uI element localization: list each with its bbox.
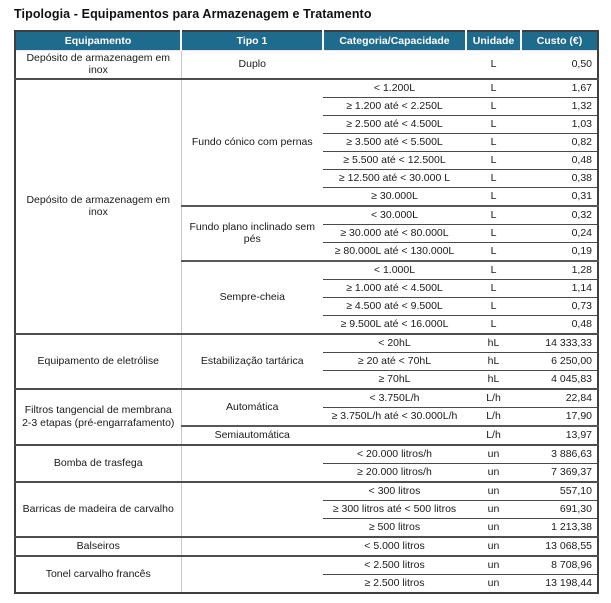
table-row <box>15 445 598 464</box>
categoria-cell <box>323 426 466 445</box>
categoria-cell: < 1.000L <box>323 261 466 280</box>
tipo-cell: Duplo <box>238 58 266 71</box>
custo-cell: 0,82 <box>521 133 598 151</box>
custo-cell: 0,50 <box>571 58 592 71</box>
categoria-cell: < 20hL <box>323 334 466 353</box>
custo-cell: 3 886,63 <box>521 445 598 464</box>
categoria-cell: ≥ 30.000 até < 80.000L <box>323 224 466 242</box>
equipamento-cell: Balseiros <box>15 537 181 556</box>
categoria-cell: ≥ 30.000L <box>323 187 466 206</box>
categoria-cell: ≥ 80.000L até < 130.000L <box>323 242 466 261</box>
unidade-cell: L <box>466 297 521 315</box>
table-row <box>15 51 598 79</box>
categoria-cell: ≥ 12.500 até < 30.000 L <box>323 169 466 187</box>
categoria-cell: ≥ 300 litros até < 500 litros <box>323 500 466 518</box>
unidade-cell: L <box>466 151 521 169</box>
categoria-cell: < 1.200L <box>323 79 466 98</box>
categoria-cell: ≥ 5.500 até < 12.500L <box>323 151 466 169</box>
categoria-cell: ≥ 1.200 até < 2.250L <box>323 97 466 115</box>
custo-cell: 1,32 <box>521 97 598 115</box>
custo-cell: 1,14 <box>521 279 598 297</box>
unidade-cell: L <box>466 224 521 242</box>
custo-cell: 1 213,38 <box>521 518 598 537</box>
unidade-cell: un <box>466 556 521 575</box>
custo-cell: 0,38 <box>521 169 598 187</box>
unidade-cell: L <box>466 169 521 187</box>
table-row <box>15 334 598 353</box>
equipamento-cell: Equipamento de eletrólise <box>15 334 181 389</box>
custo-cell: 13,97 <box>521 426 598 445</box>
categoria-cell: ≥ 3.750L/h até < 30.000L/h <box>323 407 466 426</box>
categoria-cell: < 5.000 litros <box>323 537 466 556</box>
unidade-cell: hL <box>466 334 521 353</box>
custo-cell: 0,31 <box>521 187 598 206</box>
unidade-cell: L <box>466 261 521 280</box>
custo-cell: 1,67 <box>521 79 598 98</box>
col-header-tipo1: Tipo 1 <box>181 31 323 51</box>
custo-cell: 1,03 <box>521 115 598 133</box>
custo-cell: 8 708,96 <box>521 556 598 575</box>
unidade-cell: L <box>466 315 521 334</box>
equipamento-cell: Tonel carvalho francês <box>15 556 181 593</box>
unidade-cell: L <box>466 242 521 261</box>
unidade-cell: L <box>466 115 521 133</box>
equipamento-cell: Depósito de armazenagem em inox <box>15 51 181 79</box>
custo-cell: 4 045,83 <box>521 370 598 389</box>
categoria-cell: ≥ 500 litros <box>323 518 466 537</box>
unidade-cell: L/h <box>466 407 521 426</box>
unidade-cell: L <box>466 97 521 115</box>
tipo-cell: Fundo cónico com pernas <box>181 79 323 206</box>
col-header-custo: Custo (€) <box>521 31 598 51</box>
custo-cell: 0,48 <box>521 315 598 334</box>
categoria-cell: < 300 litros <box>323 482 466 501</box>
equipamento-cell: Depósito de armazenagem em inox <box>15 79 181 334</box>
table-body <box>15 51 598 593</box>
unidade-cell: L <box>466 206 521 225</box>
custo-cell: 557,10 <box>521 482 598 501</box>
equipment-table <box>14 30 599 594</box>
categoria-cell: ≥ 4.500 até < 9.500L <box>323 297 466 315</box>
custo-cell: 6 250,00 <box>521 352 598 370</box>
table-row <box>15 556 598 575</box>
tipo-cell: Sempre-cheia <box>181 261 323 334</box>
tipo-cell: Estabilização tartárica <box>181 334 323 389</box>
unidade-cell: hL <box>466 370 521 389</box>
tipo-cell: Fundo plano inclinado sem pés <box>181 206 323 261</box>
unidade-cell: L <box>466 187 521 206</box>
unidade-cell: un <box>466 500 521 518</box>
table-row <box>15 389 598 408</box>
equipamento-cell: Filtros tangencial de membrana 2-3 etapas (pré-engarrafamento) <box>15 389 181 445</box>
custo-cell: 7 369,37 <box>521 463 598 482</box>
col-header-equipamento: Equipamento <box>15 31 181 51</box>
custo-cell: 691,30 <box>521 500 598 518</box>
equipamento-cell: Barricas de madeira de carvalho <box>15 482 181 537</box>
tipo-cell <box>181 537 323 556</box>
custo-cell: 0,19 <box>521 242 598 261</box>
categoria-cell: < 2.500 litros <box>323 556 466 575</box>
custo-cell: 13 068,55 <box>521 537 598 556</box>
unidade-cell: un <box>466 445 521 464</box>
categoria-cell: < 3.750L/h <box>323 389 466 408</box>
categoria-cell: ≥ 3.500 até < 5.500L <box>323 133 466 151</box>
tipo-cell <box>181 556 323 593</box>
custo-cell: 0,24 <box>521 224 598 242</box>
unidade-cell: un <box>466 574 521 593</box>
unidade-cell: un <box>466 463 521 482</box>
unidade-cell: un <box>466 518 521 537</box>
custo-cell: 22,84 <box>521 389 598 408</box>
categoria-cell: ≥ 2.500 litros <box>323 574 466 593</box>
unidade-cell: un <box>466 482 521 501</box>
tipo-cell: Semiautomática <box>181 426 323 445</box>
custo-cell: 0,73 <box>521 297 598 315</box>
categoria-cell: ≥ 9.500L até < 16.000L <box>323 315 466 334</box>
unidade-cell: L/h <box>466 426 521 445</box>
tipo-cell: Automática <box>181 389 323 426</box>
unidade-cell: un <box>466 537 521 556</box>
categoria-cell: ≥ 1.000 até < 4.500L <box>323 279 466 297</box>
categoria-cell <box>323 51 466 79</box>
unidade-cell: L <box>490 58 497 71</box>
categoria-cell: ≥ 20.000 litros/h <box>323 463 466 482</box>
table-row <box>15 537 598 556</box>
unidade-cell: L <box>466 279 521 297</box>
categoria-cell: ≥ 70hL <box>323 370 466 389</box>
categoria-cell: < 30.000L <box>323 206 466 225</box>
header-row <box>15 31 598 51</box>
categoria-cell: ≥ 2.500 até < 4.500L <box>323 115 466 133</box>
custo-cell: 14 333,33 <box>521 334 598 353</box>
unidade-cell: L <box>466 133 521 151</box>
col-header-categoria-capacidade: Categoria/Capacidade <box>323 31 466 51</box>
tipo-cell <box>181 445 323 482</box>
page-title: Tipologia - Equipamentos para Armazenagem e Tratamento <box>14 7 372 21</box>
col-header-unidade: Unidade <box>466 31 521 51</box>
categoria-cell: ≥ 20 até < 70hL <box>323 352 466 370</box>
custo-cell: 13 198,44 <box>521 574 598 593</box>
equipamento-cell: Bomba de trasfega <box>15 445 181 482</box>
unidade-cell: L <box>466 79 521 98</box>
custo-cell: 0,48 <box>521 151 598 169</box>
custo-cell: 17,90 <box>521 407 598 426</box>
table-row <box>15 482 598 501</box>
table-row <box>15 79 598 98</box>
categoria-cell: < 20.000 litros/h <box>323 445 466 464</box>
unidade-cell: hL <box>466 352 521 370</box>
unidade-cell: L/h <box>466 389 521 408</box>
custo-cell: 1,28 <box>521 261 598 280</box>
custo-cell: 0,32 <box>521 206 598 225</box>
table-header <box>15 31 598 51</box>
tipo-cell <box>181 482 323 537</box>
